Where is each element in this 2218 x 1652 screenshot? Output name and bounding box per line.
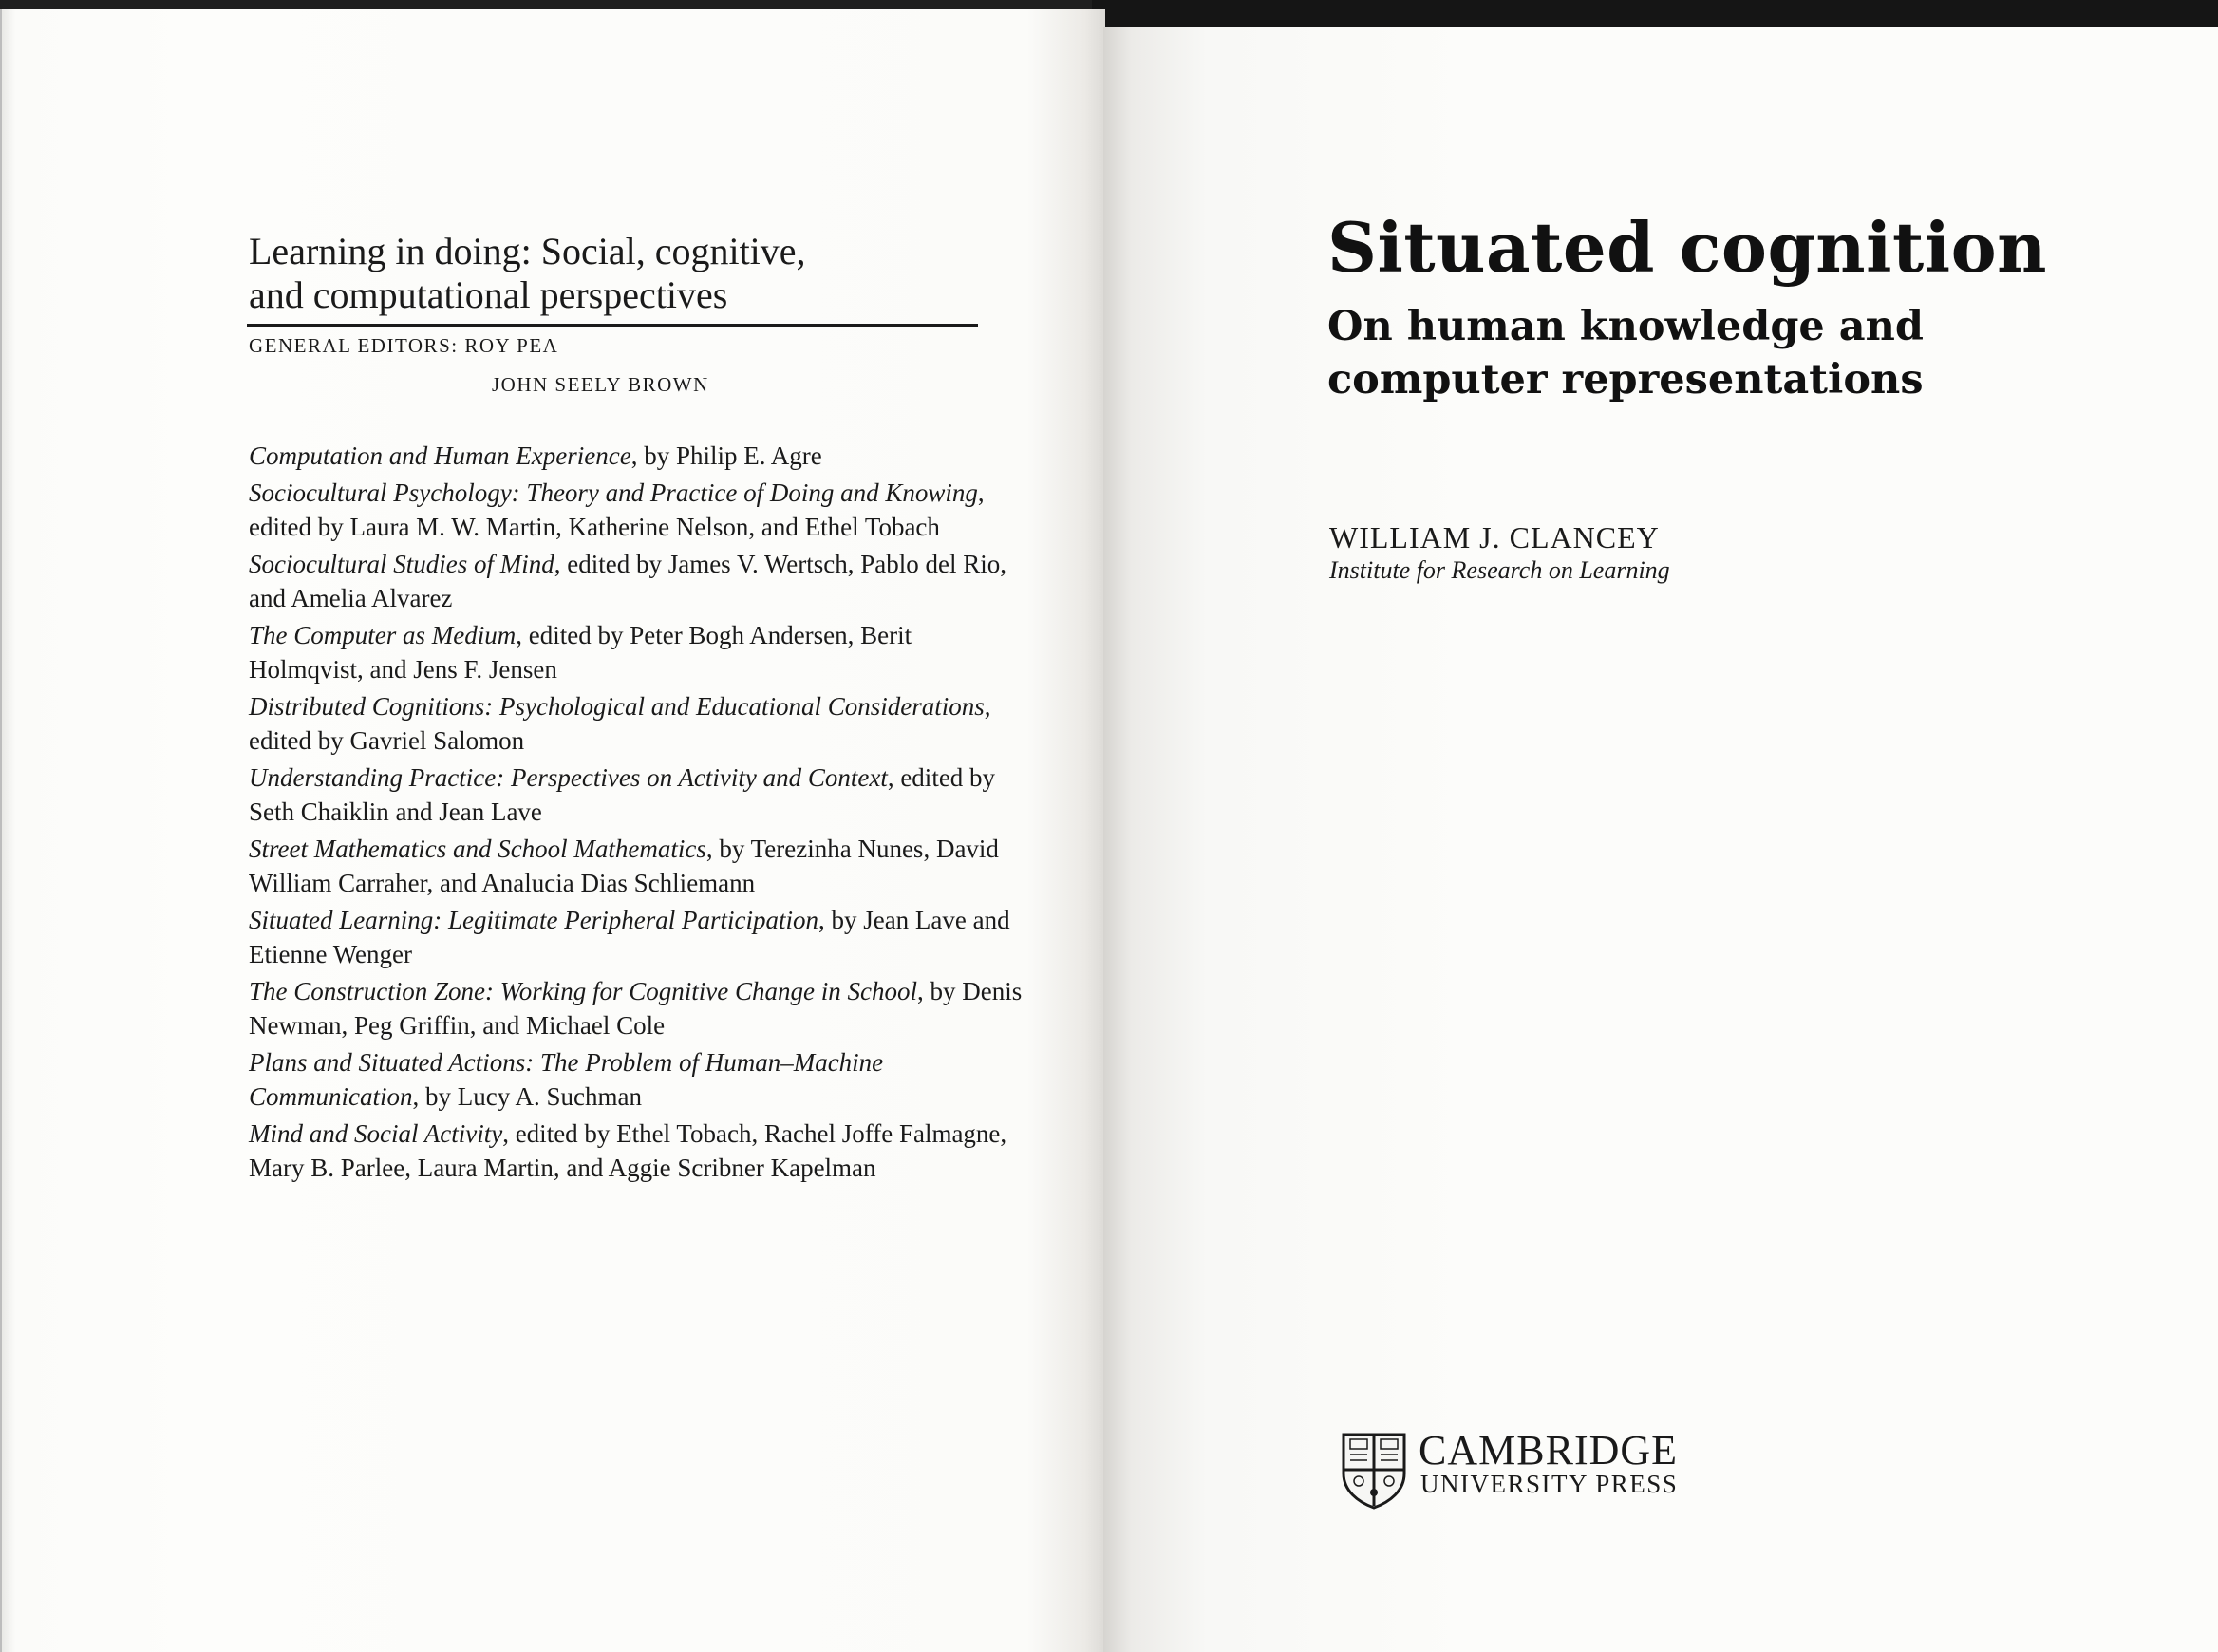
publisher-imprint bbox=[1341, 1428, 1720, 1513]
book-credit: , edited by Ethel Tobach, Rachel Joffe Falmagne, Mary B. Parlee, Laura Martin, and Aggie Scribner Kapelman bbox=[249, 1119, 1007, 1182]
list-item bbox=[249, 1045, 1027, 1114]
university-crest-icon bbox=[1341, 1432, 1407, 1510]
author-name: WILLIAM J. CLANCEY bbox=[1329, 520, 1660, 554]
subtitle-line2: computer representations bbox=[1327, 356, 1924, 404]
list-item bbox=[249, 618, 1027, 686]
book-title: The Construction Zone: Working for Cognitive Change in School bbox=[249, 977, 917, 1005]
list-item bbox=[249, 974, 1027, 1042]
list-item bbox=[249, 547, 1027, 615]
author-affiliation: Institute for Research on Learning bbox=[1329, 556, 1670, 584]
book-title: Plans and Situated Actions: The Problem of Human–Machine Communication bbox=[249, 1048, 884, 1111]
publisher-subname: UNIVERSITY PRESS bbox=[1420, 1470, 1679, 1498]
binding-shadow bbox=[1092, 0, 2218, 28]
list-item bbox=[249, 439, 1027, 473]
publisher-name: CAMBRIDGE bbox=[1419, 1427, 1679, 1474]
general-editors-label: GENERAL EDITORS: ROY PEA bbox=[249, 334, 559, 357]
list-item bbox=[249, 760, 1027, 829]
book-credit: , by Jean Lave and Etienne Wenger bbox=[249, 906, 1010, 968]
subtitle-line1: On human knowledge and bbox=[1327, 303, 1924, 350]
list-item bbox=[249, 476, 1027, 544]
editor-name: JOHN SEELY BROWN bbox=[492, 373, 709, 396]
series-title-line2: and computational perspectives bbox=[249, 273, 728, 316]
series-book-list bbox=[249, 439, 1027, 1188]
list-item bbox=[249, 903, 1027, 971]
list-item bbox=[249, 689, 1027, 758]
list-item bbox=[249, 1117, 1027, 1185]
book-credit: , by Lucy A. Suchman bbox=[412, 1082, 642, 1111]
book-title: The Computer as Medium bbox=[249, 621, 517, 649]
book-credit: , edited by Laura M. W. Martin, Katherine Nelson, and Ethel Tobach bbox=[249, 479, 985, 541]
series-title-line1: Learning in doing: Social, cognitive, bbox=[249, 230, 806, 272]
book-title: Mind and Social Activity bbox=[249, 1119, 503, 1148]
book-credit: , edited by Gavriel Salomon bbox=[249, 692, 991, 755]
book-title: Situated Learning: Legitimate Peripheral Participation bbox=[249, 906, 818, 934]
series-rule bbox=[247, 324, 978, 327]
book-title: Sociocultural Psychology: Theory and Practice of Doing and Knowing bbox=[249, 479, 978, 507]
book-credit: , by Terezinha Nunes, David William Carraher, and Analucia Dias Schliemann bbox=[249, 835, 999, 897]
left-page bbox=[0, 9, 1105, 1652]
book-title: Computation and Human Experience bbox=[249, 441, 631, 470]
book-credit: , by Denis Newman, Peg Griffin, and Michael Cole bbox=[249, 977, 1023, 1040]
book-title: Understanding Practice: Perspectives on Activity and Context bbox=[249, 763, 888, 792]
book-credit: , edited by Peter Bogh Andersen, Berit Holmqvist, and Jens F. Jensen bbox=[249, 621, 912, 684]
book-title: Street Mathematics and School Mathematics bbox=[249, 835, 706, 863]
book-credit: , edited by Seth Chaiklin and Jean Lave bbox=[249, 763, 996, 826]
list-item bbox=[249, 832, 1027, 900]
book-title-heading: Situated cognition bbox=[1327, 207, 2047, 288]
book-credit: , by Philip E. Agre bbox=[630, 441, 822, 470]
book-subtitle bbox=[1327, 300, 1992, 406]
series-title bbox=[249, 230, 989, 317]
book-title: Sociocultural Studies of Mind bbox=[249, 550, 554, 578]
book-credit: , edited by James V. Wertsch, Pablo del Rio, and Amelia Alvarez bbox=[249, 550, 1007, 612]
book-title: Distributed Cognitions: Psychological and Educational Considerations bbox=[249, 692, 985, 721]
